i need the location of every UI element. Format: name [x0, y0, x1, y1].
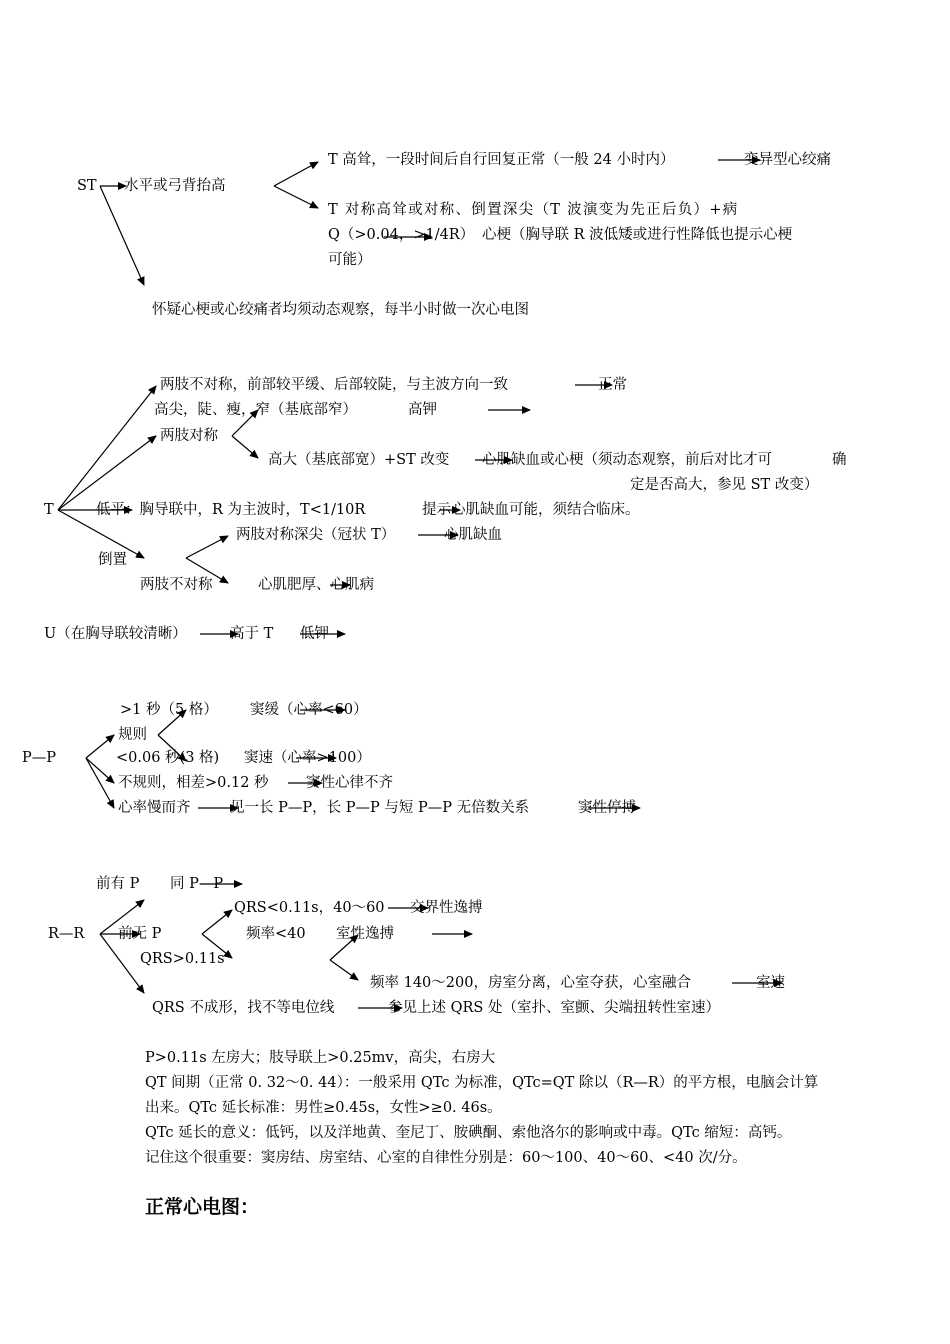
rr-qrs-narrow: QRS<0.11s，40～60: [234, 900, 385, 916]
t-inv-asym-result: 心肌肥厚、心肌病: [258, 577, 374, 593]
note-qtc-meaning: QTc 延长的意义：低钙，以及洋地黄、奎尼丁、胺碘酮、索他洛尔的影响或中毒。QTc 缩短：高钙。: [145, 1125, 792, 1141]
u-higher: 高于 T: [230, 626, 274, 642]
u-label: U（在胸导联较清晰）: [44, 626, 187, 642]
t-inv-asym: 两肢不对称: [140, 577, 213, 593]
t-tall: 高大（基底部宽）+ST 改变: [268, 452, 450, 468]
note-automaticity: 记住这个很重要：窦房结、房室结、心室的自律性分别是：60～100、40～60、<40 次/分。: [145, 1150, 747, 1166]
pp-slow-result: 窦性停搏: [578, 800, 636, 816]
t-tall-result-3: 定是否高大，参见 ST 改变）: [630, 477, 819, 493]
rr-rate40-result: 室性逸搏: [336, 926, 394, 942]
st-observe-note: 怀疑心梗或心绞痛者均须动态观察，每半小时做一次心电图: [152, 302, 529, 318]
t-sharp: 高尖，陡、瘦，窄（基底部窄）: [154, 402, 357, 418]
st-branch-1: T 高耸，一段时间后自行回复正常（一般 24 小时内）: [328, 152, 675, 168]
pp-regular: 规则: [118, 727, 147, 743]
pp-gt1: >1 秒（5 格）: [120, 702, 218, 718]
note-qt-2: 出来。QTc 延长标准：男性≥0.45s，女性>≥0. 46s。: [145, 1100, 502, 1116]
u-result: 低钾: [300, 626, 329, 642]
rr-qrs-narrow-result: 交界性逸搏: [410, 900, 483, 916]
rr-rate40: 频率<40: [246, 926, 306, 942]
rr-qrs-wide: QRS>0.11s: [140, 951, 225, 967]
section-heading: 正常心电图：: [145, 1196, 260, 1218]
rr-vt-result: 室速: [756, 975, 785, 991]
rr-same-pp: 同 P—P: [170, 876, 224, 892]
note-qt-1: QT 间期（正常 0. 32～0. 44）：一般采用 QTc 为标准，QTc=QT 除以（R—R）的平方根，电脑会计算: [145, 1075, 819, 1091]
st-branch-2-line-2b: 心梗（胸导联 R 波低矮或进行性降低也提示心梗: [482, 227, 793, 243]
pp-irregular: 不规则，相差>0.12 秒: [118, 775, 269, 791]
st-branch-2-line-2a: Q（>0.04，>1/4R）: [328, 227, 475, 243]
note-p-wave: P>0.11s 左房大；肢导联上>0.25mv，高尖，右房大: [145, 1050, 496, 1066]
t-low: 低平：胸导联中，R 为主波时，T<1/10R: [96, 502, 366, 518]
t-sharp-result: 高钾: [408, 402, 437, 418]
t-inv-sym-result: 心肌缺血: [444, 527, 502, 543]
rr-chaos: QRS 不成形，找不等电位线: [152, 1000, 335, 1016]
rr-label: R—R: [48, 926, 85, 942]
st-branch-2-line-3: 可能）: [328, 252, 372, 268]
t-sym: 两肢对称: [160, 428, 218, 444]
t-inv-sym: 两肢对称深尖（冠状 T）: [236, 527, 396, 543]
st-branch-2-line-1: T 对称高耸或对称、倒置深尖（T 波演变为先正后负）+病: [328, 202, 739, 218]
rr-pre-p: 前有 P: [96, 876, 140, 892]
pp-lt006-result: 窦速（心率>100）: [244, 750, 371, 766]
st-label: ST: [77, 178, 97, 194]
st-horizontal: 水平或弓背抬高: [124, 178, 226, 194]
pp-lt006: <0.06 秒(3 格): [116, 750, 220, 766]
pp-slow-mid: 见一长 P—P，长 P—P 与短 P—P 无倍数关系: [230, 800, 530, 816]
pp-slow: 心率慢而齐: [118, 800, 191, 816]
st-branch-1-result: 变异型心绞痛: [744, 152, 831, 168]
t-label: T: [44, 502, 54, 518]
t-asym-result: 正常: [598, 377, 627, 393]
t-inverted: 倒置: [98, 552, 127, 568]
pp-gt1-result: 窦缓（心率<60）: [250, 702, 368, 718]
rr-no-p: 前无 P: [118, 926, 162, 942]
t-tall-result-2: 确: [832, 452, 847, 468]
pp-irregular-result: 窦性心律不齐: [306, 775, 393, 791]
t-asym: 两肢不对称，前部较平缓、后部较陡，与主波方向一致: [160, 377, 508, 393]
t-tall-result: 心肌缺血或心梗（须动态观察，前后对比才可: [482, 452, 772, 468]
t-low-result: 提示心肌缺血可能，须结合临床。: [422, 502, 640, 518]
pp-label: P—P: [22, 750, 57, 766]
rr-chaos-result: 参见上述 QRS 处（室扑、室颤、尖端扭转性室速）: [388, 1000, 720, 1016]
rr-vt: 频率 140～200，房室分离，心室夺获，心室融合: [370, 975, 691, 991]
